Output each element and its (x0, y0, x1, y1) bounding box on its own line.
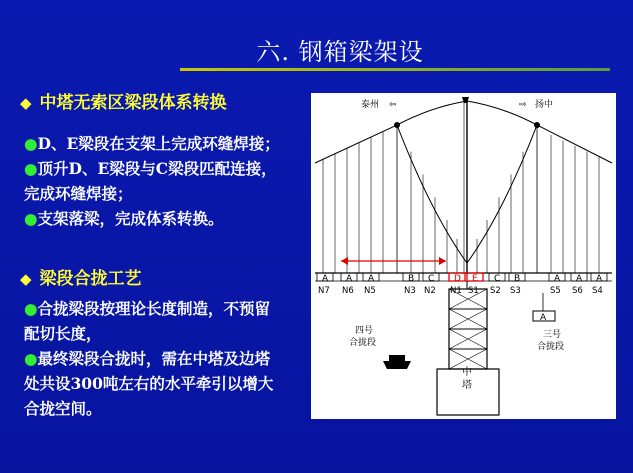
segment-label: S2 (490, 286, 501, 296)
segment-label: S3 (510, 286, 521, 296)
list-item (24, 371, 273, 396)
section-heading-text: 梁段合拢工艺 (39, 269, 142, 289)
traction-arrow (341, 257, 446, 265)
section-heading-text: 中塔无索区梁段体系转换 (39, 93, 227, 113)
lifted-segment-letter: A (540, 313, 547, 323)
segment-letter: A (596, 274, 603, 284)
lifted-segment-right (533, 293, 555, 323)
segment-letter: E (472, 274, 478, 284)
list-item (24, 396, 273, 421)
segment-label: N2 (424, 286, 436, 296)
segment-group (317, 273, 607, 296)
center-scaffold (437, 281, 499, 415)
segment-letter: D (454, 274, 461, 284)
title-underline (180, 68, 610, 71)
diamond-bullet-icon: ◆ (20, 270, 32, 288)
segment-letter: A (322, 274, 329, 284)
list-item (24, 296, 273, 321)
list-item (24, 346, 273, 371)
bullet-list-closure (24, 296, 273, 421)
segment-label: S1 (468, 286, 479, 296)
list-item (24, 206, 280, 231)
segment-letter: A (554, 274, 561, 284)
segment-label: N1 (450, 286, 462, 296)
main-cable-right (467, 125, 612, 263)
bullet-dot-icon: ● (24, 134, 38, 153)
diamond-bullet-icon: ◆ (20, 94, 32, 112)
bullet-text: 最终梁段合拢时，需在中塔及边塔 (37, 349, 271, 368)
bullet-text-continued: 合拢空间。 (24, 399, 102, 418)
segment-letter: A (368, 274, 375, 284)
section-heading-transition (20, 88, 227, 113)
bridge-svg (311, 93, 616, 419)
tower-label-top: 中 (462, 367, 472, 378)
list-item (24, 131, 280, 156)
bridge-erection-diagram (311, 93, 616, 419)
closure-label-right-1: 三号 (543, 330, 562, 340)
segment-label: S6 (572, 286, 583, 296)
arrow-right-icon: ⇨ (519, 100, 527, 110)
segment-letter: A (576, 274, 583, 284)
bullet-list-transition (24, 131, 280, 231)
direction-label-left: 泰州 (361, 100, 380, 110)
tower-label-bottom: 塔 (462, 380, 472, 391)
list-item (24, 321, 273, 346)
closure-label-left-2: 合拢段 (349, 338, 377, 348)
segment-label: N3 (404, 286, 416, 296)
closure-label-right-2: 合拢段 (537, 342, 565, 352)
bullet-dot-icon: ● (24, 299, 38, 318)
segment-label: N5 (364, 286, 376, 296)
segment-label: N6 (342, 286, 354, 296)
segment-letter: A (346, 274, 353, 284)
list-item (24, 156, 280, 181)
segment-letter: B (514, 274, 521, 284)
bullet-text-continued: 配切长度， (24, 324, 102, 343)
segment-letter: B (408, 274, 415, 284)
bullet-dot-icon: ● (24, 349, 38, 368)
bullet-text: 顶升D、E梁段与C梁段匹配连接， (37, 159, 277, 178)
bullet-text-continued: 处共设300吨左右的水平牵引以增大 (24, 374, 274, 393)
bullet-text-continued: 完成环缝焊接； (24, 184, 133, 203)
segment-label: S4 (592, 286, 603, 296)
bullet-dot-icon: ● (24, 159, 38, 178)
direction-label-right: 扬中 (535, 100, 554, 110)
segment-letter: C (428, 274, 435, 284)
bullet-text: 合拢梁段按理论长度制造，不预留 (37, 299, 271, 318)
barge-icon (383, 355, 411, 369)
segment-label: N7 (318, 286, 330, 296)
segment-label: S5 (550, 286, 561, 296)
bullet-text: 支架落梁，完成体系转换。 (37, 209, 224, 228)
bullet-text: D、E梁段在支架上完成环缝焊接； (37, 134, 280, 153)
section-heading-closure (20, 264, 142, 289)
segment-letter: C (494, 274, 501, 284)
hanger-group (323, 132, 599, 273)
center-tower (462, 97, 469, 273)
list-item (24, 181, 280, 206)
arrow-left-icon: ⇦ (389, 100, 397, 110)
closure-label-left-1: 四号 (355, 326, 374, 336)
bullet-dot-icon: ● (24, 209, 38, 228)
slide-title: 六. 钢箱梁架设 (256, 38, 424, 66)
main-cable-left (315, 125, 467, 263)
